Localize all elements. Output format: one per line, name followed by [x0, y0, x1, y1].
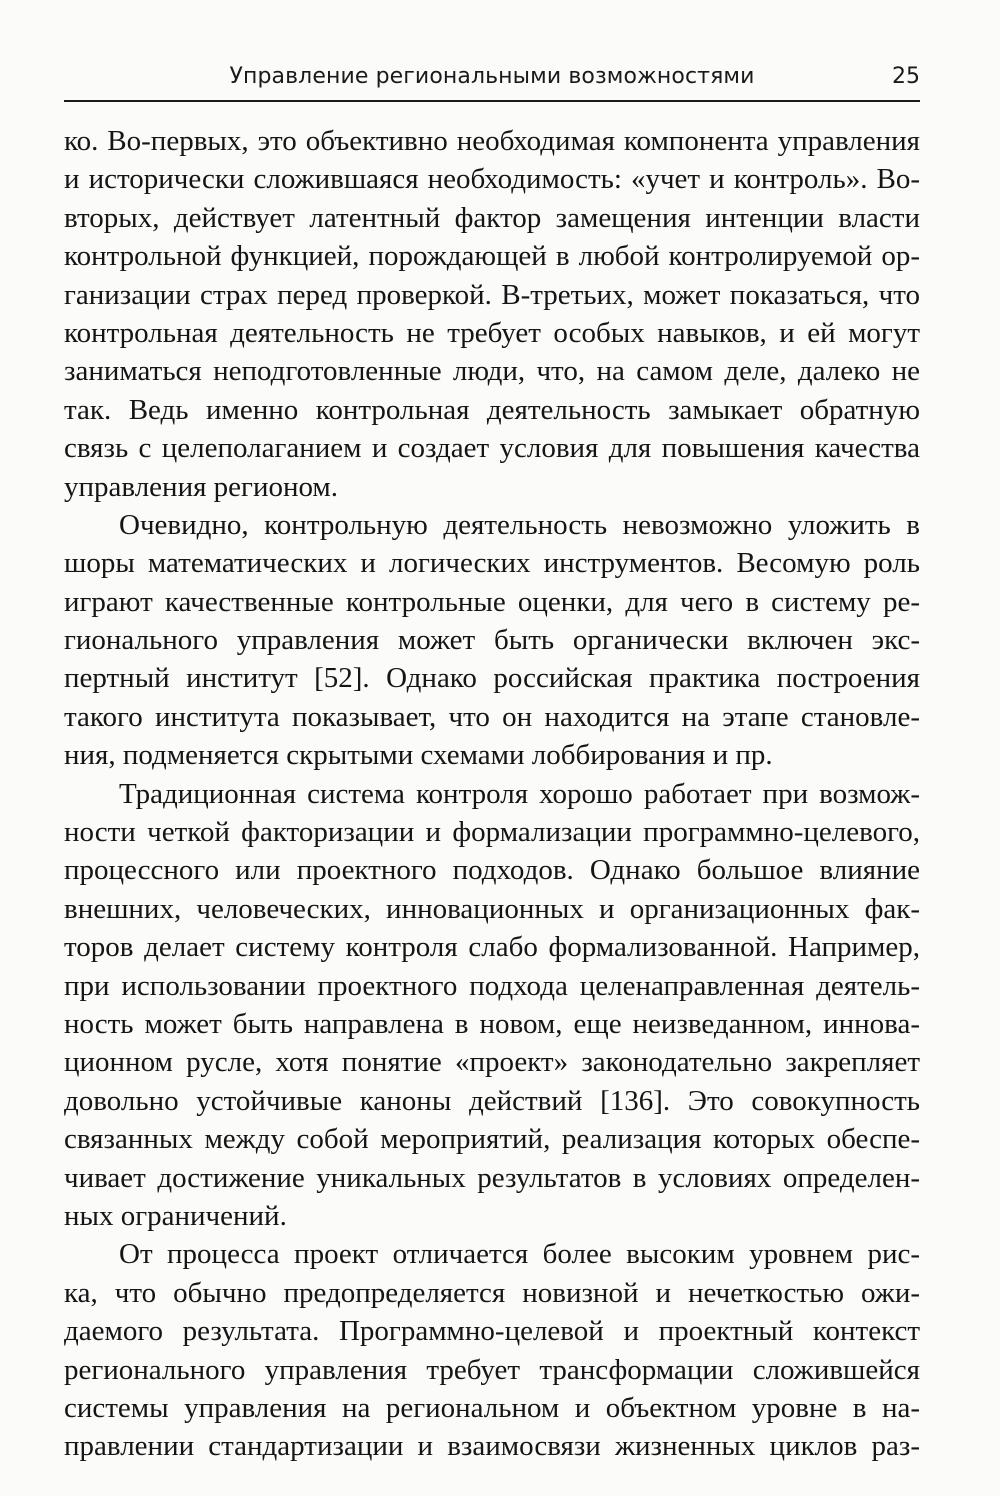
paragraph-2 [64, 506, 920, 775]
text-line: играют качественные контрольные оценки, для чего в систему ре- [64, 585, 920, 618]
text-line: процессного или проектного подходов. Однако большое влияние [64, 854, 920, 887]
text-line: связанных между собой мероприятий, реализация которых обеспе- [64, 1123, 920, 1156]
text-line: ности четкой факторизации и формализации программно-целевого, [64, 816, 920, 849]
text-line: шоры математических и логических инструментов. Весомую роль [64, 547, 920, 580]
text-line: заниматься неподготовленные люди, что, на самом деле, далеко не [64, 355, 920, 388]
text-line: контрольная деятельность не требует особых навыков, и ей могут [64, 316, 920, 349]
paragraph-4 [64, 1235, 920, 1465]
text-line: ных ограничений. [64, 1199, 287, 1232]
text-line: так. Ведь именно контрольная деятельность замыкает обратную [64, 393, 920, 426]
text-line: торов делает систему контроля слабо формализованной. Например, [64, 931, 920, 964]
page-number: 25 [892, 64, 920, 89]
running-header [64, 62, 920, 102]
text-line: связь с целеполаганием и создает условия для повышения качества [64, 432, 920, 465]
text-line: От процесса проект отличается более высоким уровнем рис- [119, 1238, 920, 1271]
running-title: Управление региональными возможностями [229, 64, 755, 89]
text-line: ганизации страх перед проверкой. В-третьих, может показаться, что [64, 278, 920, 311]
text-line: правлении стандартизации и взаимосвязи жизненных циклов раз- [64, 1430, 920, 1463]
text-line: ционном русле, хотя понятие «проект» законодательно закрепляет [64, 1046, 920, 1079]
text-line: при использовании проектного подхода целенаправленная деятель- [64, 969, 920, 1002]
text-line: ка, что обычно предопределяется новизной и нечеткостью ожи- [64, 1276, 920, 1309]
text-line: вторых, действует латентный фактор замещения интенции власти [64, 201, 920, 234]
text-line: довольно устойчивые каноны действий [136]. Это совокупность [64, 1084, 920, 1117]
text-line: Очевидно, контрольную деятельность невозможно уложить в [119, 508, 920, 541]
text-line: пертный институт [52]. Однако российская практика построения [64, 662, 920, 695]
text-line: даемого результата. Программно-целевой и проектный контекст [64, 1315, 920, 1348]
text-line: Традиционная система контроля хорошо работает при возмож- [119, 777, 920, 810]
text-line: регионального управления требует трансформации сложившейся [64, 1353, 920, 1386]
text-line: ния, подменяется скрытыми схемами лоббирования и пр. [64, 739, 773, 772]
text-line: управления регионом. [64, 470, 339, 503]
text-line: внешних, человеческих, инновационных и организационных фак- [64, 892, 920, 925]
text-line: гионального управления может быть органически включен экс- [64, 624, 920, 657]
text-line: такого института показывает, что он находится на этапе становле- [64, 700, 920, 733]
text-line: ко. Во-первых, это объективно необходимая компонента управления [64, 125, 920, 157]
body-text [64, 122, 920, 1466]
paragraph-3 [64, 775, 920, 1236]
text-line: чивает достижение уникальных результатов в условиях определен- [64, 1161, 920, 1194]
text-line: системы управления на региональном и объектном уровне в на- [64, 1391, 920, 1424]
text-line: и исторически сложившаяся необходимость: «учет и контроль». Во- [64, 163, 920, 196]
text-line: контрольной функцией, порождающей в любой контролируемой ор- [64, 240, 920, 273]
text-line: ность может быть направлена в новом, еще неизведанном, иннова- [64, 1007, 920, 1040]
paragraph-1 [64, 122, 920, 506]
